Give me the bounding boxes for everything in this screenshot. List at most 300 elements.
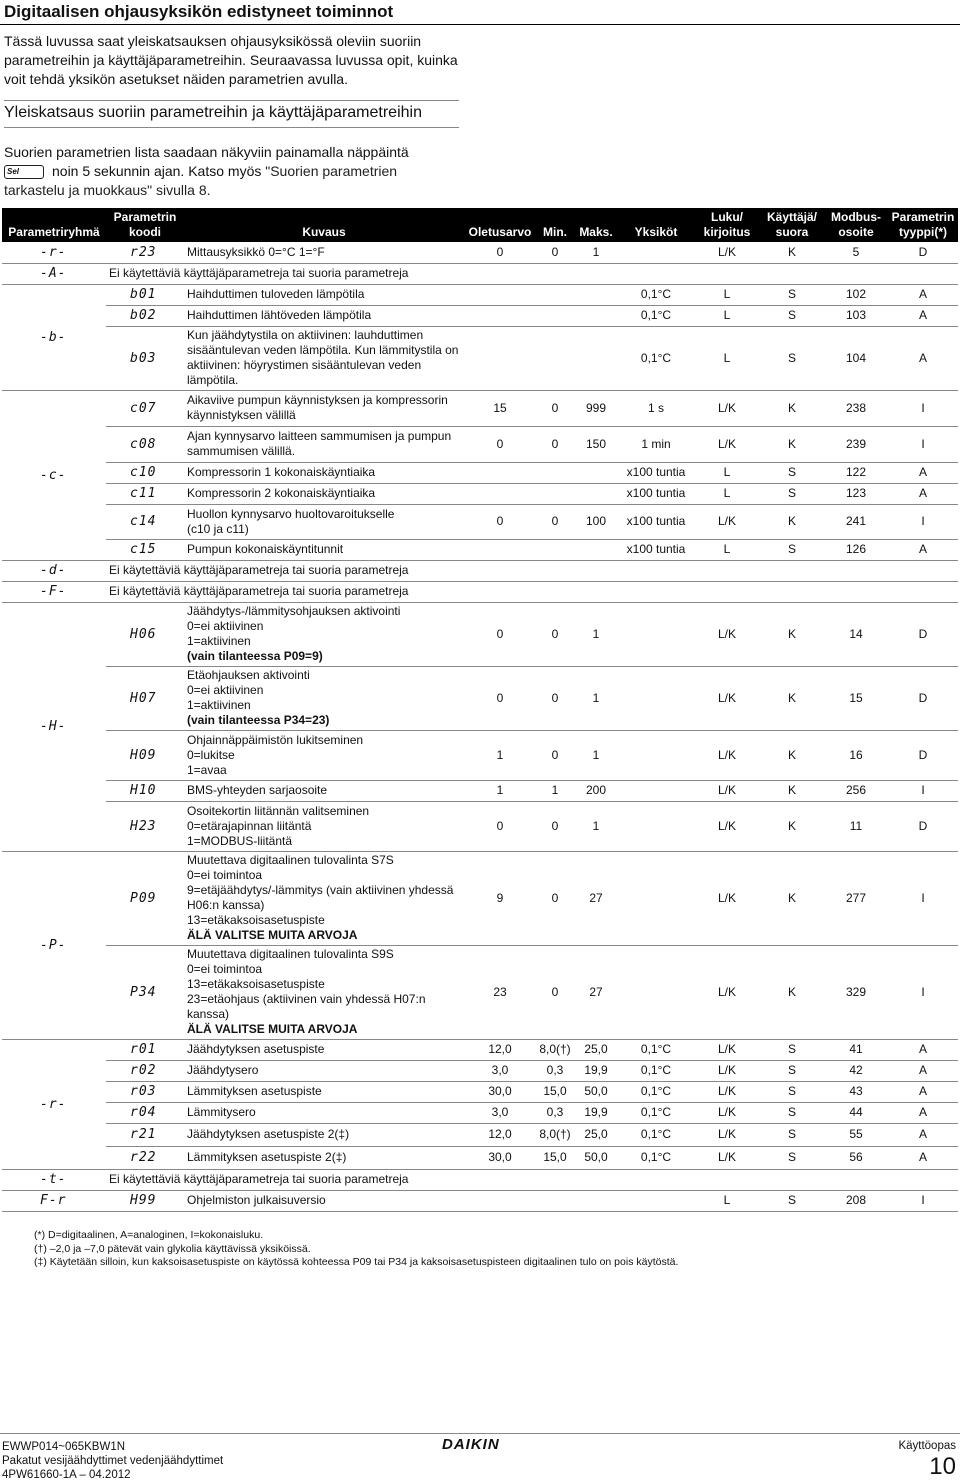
- param-modbus: 14: [824, 602, 888, 666]
- desc-line: 0=ei aktiivinen: [187, 683, 264, 697]
- page-title: Digitaalisen ohjausyksikön edistyneet toiminnot: [0, 0, 960, 25]
- param-min: [536, 462, 574, 483]
- param-default: [464, 462, 536, 483]
- param-type: I: [888, 945, 958, 1039]
- desc-line: 1=aktiivinen: [187, 634, 251, 648]
- page-number: 10: [929, 1453, 956, 1480]
- param-desc: Kompressorin 1 kokonaiskäyntiaika: [184, 462, 464, 483]
- table-row: [2, 1169, 958, 1190]
- desc-line: 1=avaa: [187, 762, 227, 777]
- param-code: H23: [106, 801, 184, 851]
- param-unit: x100 tuntia: [618, 539, 694, 560]
- param-level: K: [760, 426, 824, 462]
- footnotes: [34, 1229, 678, 1270]
- param-default: 1: [464, 780, 536, 801]
- table-row: [2, 945, 958, 1039]
- param-min: [536, 284, 574, 305]
- footnote: (†) –2,0 ja –7,0 pätevät vain glykolia käyttävissä yksiköissä.: [34, 1242, 311, 1255]
- param-desc: Lämmitysero: [184, 1102, 464, 1123]
- parameter-table: [2, 208, 958, 1212]
- param-level: S: [760, 462, 824, 483]
- param-unit: 0,1°C: [618, 284, 694, 305]
- table-row: [2, 242, 958, 263]
- param-desc: Kompressorin 2 kokonaiskäyntiaika: [184, 483, 464, 504]
- param-modbus: 102: [824, 284, 888, 305]
- table-row: [2, 560, 958, 581]
- param-level: K: [760, 851, 824, 945]
- param-unit: 0,1°C: [618, 305, 694, 326]
- instruction-paragraph: [4, 143, 459, 200]
- footer-product: Pakatut vesijäähdyttimet vedenjäähdyttimet: [2, 1455, 224, 1467]
- param-type: D: [888, 666, 958, 730]
- param-code: c15: [106, 539, 184, 560]
- param-type: A: [888, 539, 958, 560]
- param-modbus: 238: [824, 390, 888, 426]
- header-default: Oletusarvo: [468, 225, 532, 239]
- header-type: Parametrin tyyppi(*): [891, 210, 955, 239]
- desc-line: (vain tilanteessa P09=9): [187, 649, 323, 663]
- group-label: -A-: [2, 263, 106, 284]
- param-type: A: [888, 1146, 958, 1169]
- instruction-text: Suorien parametrien lista saadaan näkyviin painamalla näppäintä: [4, 144, 409, 160]
- sel-key-icon: Sel: [4, 165, 44, 179]
- desc-line: Jäähdytys-/lämmitysohjauksen aktivointi: [187, 604, 401, 618]
- not-used-text: Ei käytettäviä käyttäjäparametreja tai suoria parametreja: [106, 1169, 958, 1190]
- section-subtitle: Yleiskatsaus suoriin parametreihin ja käyttäjäparametreihin: [4, 104, 422, 121]
- param-level: K: [760, 780, 824, 801]
- param-rw: L/K: [717, 244, 736, 259]
- param-max: 1: [574, 801, 618, 851]
- param-rw: L/K: [694, 390, 760, 426]
- param-unit: 0,1°C: [618, 1039, 694, 1060]
- param-level: S: [760, 1060, 824, 1081]
- table-row: [2, 851, 958, 945]
- param-type: I: [888, 426, 958, 462]
- param-modbus: 256: [824, 780, 888, 801]
- param-max: [574, 539, 618, 560]
- header-min: Min.: [543, 225, 567, 239]
- param-level: K: [760, 666, 824, 730]
- param-type: A: [888, 284, 958, 305]
- desc-line: 0=etärajapinnan liitäntä: [187, 818, 312, 833]
- param-default: 30,0: [464, 1146, 536, 1169]
- page-reference-link[interactable]: "Suorien parametrien tarkastelu ja muokkaus" sivulla 8.: [4, 163, 398, 198]
- param-rw: L: [694, 1190, 760, 1211]
- param-type: I: [888, 390, 958, 426]
- param-max: 27: [574, 851, 618, 945]
- param-max: 100: [574, 504, 618, 539]
- param-type: I: [888, 1190, 958, 1211]
- param-level: K: [787, 244, 796, 259]
- param-desc: Mittausyksikkö 0=°C 1=°F: [187, 244, 325, 259]
- param-unit: 1 min: [618, 426, 694, 462]
- param-min: 8,0(†): [536, 1039, 574, 1060]
- table-row: [2, 1039, 958, 1060]
- param-level: S: [760, 1190, 824, 1211]
- param-code: r22: [106, 1146, 184, 1169]
- param-desc: [184, 504, 464, 539]
- param-unit: 0,1°C: [618, 326, 694, 390]
- param-rw: L/K: [694, 801, 760, 851]
- desc-line: Ohjainnäppäimistön lukitseminen: [187, 732, 364, 747]
- param-level: S: [760, 1146, 824, 1169]
- param-modbus: 41: [824, 1039, 888, 1060]
- divider: [4, 100, 459, 101]
- param-unit: 0,1°C: [618, 1060, 694, 1081]
- parameter-table-wrapper: [2, 208, 958, 1212]
- table-row: [2, 263, 958, 284]
- param-modbus: 239: [824, 426, 888, 462]
- not-used-text: Ei käytettäviä käyttäjäparametreja tai suoria parametreja: [106, 263, 958, 284]
- param-min: [536, 1190, 574, 1211]
- param-unit: [618, 602, 694, 666]
- group-label: F-r: [2, 1190, 106, 1211]
- param-min: 0: [551, 244, 559, 259]
- param-modbus: 123: [824, 483, 888, 504]
- param-default: [464, 483, 536, 504]
- header-read-write: Luku/ kirjoitus: [703, 210, 751, 239]
- group-label: -F-: [2, 581, 106, 602]
- param-min: [536, 326, 574, 390]
- param-rw: L/K: [694, 602, 760, 666]
- table-row: [2, 581, 958, 602]
- param-type: D: [888, 730, 958, 780]
- param-desc: Jäähdytyksen asetuspiste: [184, 1039, 464, 1060]
- param-modbus: 122: [824, 462, 888, 483]
- desc-line: ÄLÄ VALITSE MUITA ARVOJA: [187, 1022, 358, 1036]
- desc-line: 0=ei aktiivinen: [187, 619, 264, 633]
- param-type: A: [888, 483, 958, 504]
- table-row: [2, 780, 958, 801]
- param-desc: Jäähdytyksen asetuspiste 2(‡): [184, 1123, 464, 1146]
- param-unit: 0,1°C: [618, 1102, 694, 1123]
- param-code: H10: [106, 780, 184, 801]
- param-level: S: [760, 305, 824, 326]
- param-code: r04: [106, 1102, 184, 1123]
- param-desc: Lämmityksen asetuspiste 2(‡): [184, 1146, 464, 1169]
- desc-line: (c10 ja c11): [187, 521, 249, 536]
- table-header: [2, 208, 958, 242]
- param-desc: [184, 945, 464, 1039]
- desc-line: 23=etäohjaus (aktiivinen vain yhdessä H07:n kanssa): [187, 992, 426, 1021]
- param-rw: L/K: [694, 945, 760, 1039]
- param-desc: Haihduttimen lähtöveden lämpötila: [184, 305, 464, 326]
- desc-line: 13=etäkaksoisasetuspiste: [187, 977, 325, 991]
- param-level: K: [760, 945, 824, 1039]
- param-desc: Pumpun kokonaiskäyntitunnit: [184, 539, 464, 560]
- param-code: P09: [106, 851, 184, 945]
- param-unit: [618, 1190, 694, 1211]
- param-min: 0: [536, 801, 574, 851]
- param-code: b03: [106, 326, 184, 390]
- header-max: Maks.: [579, 225, 613, 239]
- param-code: P34: [106, 945, 184, 1039]
- param-max: [574, 462, 618, 483]
- footer-model: EWWP014~065KBW1N: [2, 1441, 126, 1453]
- param-rw: L/K: [694, 1146, 760, 1169]
- param-min: 15,0: [536, 1146, 574, 1169]
- desc-line: Muutettava digitaalinen tulovalinta S9S: [187, 947, 394, 961]
- param-desc: Lämmityksen asetuspiste: [184, 1081, 464, 1102]
- param-code: H07: [106, 666, 184, 730]
- table-row: [2, 801, 958, 851]
- param-min: 0: [536, 851, 574, 945]
- param-unit: [618, 945, 694, 1039]
- param-type: A: [888, 1081, 958, 1102]
- param-modbus: 16: [824, 730, 888, 780]
- param-code: H99: [106, 1190, 184, 1211]
- group-label: -t-: [2, 1169, 106, 1190]
- param-max: [574, 305, 618, 326]
- param-rw: L: [694, 483, 760, 504]
- param-code: c11: [106, 483, 184, 504]
- param-unit: [618, 730, 694, 780]
- param-code: c14: [106, 504, 184, 539]
- param-unit: [618, 801, 694, 851]
- param-max: 1: [574, 730, 618, 780]
- param-level: S: [760, 1039, 824, 1060]
- table-row: [2, 462, 958, 483]
- param-default: [464, 284, 536, 305]
- group-label: -P-: [2, 851, 106, 1039]
- param-modbus: 44: [824, 1102, 888, 1123]
- param-type: A: [888, 1123, 958, 1146]
- param-rw: L: [694, 539, 760, 560]
- param-modbus: 208: [824, 1190, 888, 1211]
- param-unit: [618, 851, 694, 945]
- param-max: 25,0: [574, 1123, 618, 1146]
- param-code: b02: [106, 305, 184, 326]
- param-max: [574, 326, 618, 390]
- group-label: -r-: [2, 1039, 106, 1169]
- param-rw: L: [694, 326, 760, 390]
- table-row: [2, 539, 958, 560]
- param-rw: L/K: [694, 504, 760, 539]
- table-row: [2, 284, 958, 305]
- param-default: 30,0: [464, 1081, 536, 1102]
- param-type: A: [888, 305, 958, 326]
- divider: [4, 127, 459, 128]
- group-label: -c-: [2, 390, 106, 560]
- param-modbus: 103: [824, 305, 888, 326]
- param-desc: Kun jäähdytystila on aktiivinen: lauhduttimen sisääntulevan veden lämpötila. Kun lämmitystila on aktiivinen: höyrystimen sisääntulevan veden lämpötila.: [184, 326, 464, 390]
- param-min: 0,3: [536, 1060, 574, 1081]
- param-code: c10: [106, 462, 184, 483]
- param-min: 0: [536, 504, 574, 539]
- param-modbus: 11: [824, 801, 888, 851]
- param-modbus: 42: [824, 1060, 888, 1081]
- param-desc: [184, 602, 464, 666]
- param-max: [574, 483, 618, 504]
- param-rw: L/K: [694, 780, 760, 801]
- param-code: r23: [130, 244, 157, 260]
- param-modbus: 329: [824, 945, 888, 1039]
- param-level: K: [760, 504, 824, 539]
- table-row: [2, 602, 958, 666]
- table-row: [2, 390, 958, 426]
- param-modbus: 277: [824, 851, 888, 945]
- param-modbus: 43: [824, 1081, 888, 1102]
- param-modbus: 55: [824, 1123, 888, 1146]
- param-default: [464, 1190, 536, 1211]
- param-min: 0: [536, 666, 574, 730]
- param-code: r02: [106, 1060, 184, 1081]
- param-default: [464, 326, 536, 390]
- group-label: -r-: [40, 244, 67, 260]
- param-rw: L/K: [694, 1039, 760, 1060]
- param-desc: [184, 801, 464, 851]
- param-max: 150: [574, 426, 618, 462]
- table-row: [2, 1146, 958, 1169]
- param-code: b01: [106, 284, 184, 305]
- group-label: -b-: [2, 284, 106, 390]
- desc-line: Osoitekortin liitännän valitseminen: [187, 803, 370, 818]
- param-max: 1: [592, 244, 600, 259]
- desc-line: Muutettava digitaalinen tulovalinta S7S: [187, 853, 394, 867]
- param-rw: L: [694, 462, 760, 483]
- param-default: 9: [464, 851, 536, 945]
- param-desc: Jäähdytysero: [184, 1060, 464, 1081]
- param-rw: L/K: [694, 851, 760, 945]
- param-default: 0: [464, 666, 536, 730]
- desc-line: ÄLÄ VALITSE MUITA ARVOJA: [187, 928, 358, 942]
- param-min: 0: [536, 390, 574, 426]
- instruction-text-2: noin 5 sekunnin ajan. Katso myös: [52, 163, 266, 179]
- desc-line: (vain tilanteessa P34=23): [187, 713, 330, 727]
- table-row: [2, 666, 958, 730]
- param-default: 0: [464, 801, 536, 851]
- param-rw: L/K: [694, 1060, 760, 1081]
- param-code: r03: [106, 1081, 184, 1102]
- param-code: r21: [106, 1123, 184, 1146]
- param-default: 1: [464, 730, 536, 780]
- param-code: c07: [106, 390, 184, 426]
- param-default: [464, 539, 536, 560]
- desc-line: 0=lukitse: [187, 747, 235, 762]
- table-row: [2, 305, 958, 326]
- param-default: 15: [464, 390, 536, 426]
- param-unit: 0,1°C: [618, 1146, 694, 1169]
- param-desc: [184, 851, 464, 945]
- header-description: Kuvaus: [302, 225, 346, 239]
- header-units: Yksiköt: [634, 225, 678, 239]
- param-type: A: [888, 1102, 958, 1123]
- param-min: 0: [536, 730, 574, 780]
- header-group: Parametriryhmä: [8, 225, 100, 239]
- param-max: 27: [574, 945, 618, 1039]
- param-unit: 0,1°C: [618, 1081, 694, 1102]
- desc-line: 9=etäjäähdytys/-lämmitys (vain aktiivinen yhdessä H06:n kanssa): [187, 883, 454, 912]
- param-unit: [618, 780, 694, 801]
- param-level: S: [760, 483, 824, 504]
- param-unit: x100 tuntia: [618, 504, 694, 539]
- param-modbus: 104: [824, 326, 888, 390]
- param-max: 1: [574, 666, 618, 730]
- param-default: [464, 305, 536, 326]
- param-type: A: [888, 326, 958, 390]
- table-row: [2, 326, 958, 390]
- param-code: c08: [106, 426, 184, 462]
- param-unit: x100 tuntia: [618, 462, 694, 483]
- param-min: 8,0(†): [536, 1123, 574, 1146]
- header-modbus: Modbus-osoite: [831, 210, 881, 239]
- table-row: [2, 1081, 958, 1102]
- param-type: D: [888, 801, 958, 851]
- table-row: [2, 730, 958, 780]
- param-default: 0: [464, 504, 536, 539]
- param-type: I: [888, 504, 958, 539]
- param-max: 50,0: [574, 1081, 618, 1102]
- param-max: 1: [574, 602, 618, 666]
- param-max: 19,9: [574, 1060, 618, 1081]
- footer-left: [2, 1440, 223, 1481]
- param-default: 0: [464, 426, 536, 462]
- param-type: A: [888, 1060, 958, 1081]
- param-default: 23: [464, 945, 536, 1039]
- param-rw: L/K: [694, 666, 760, 730]
- param-rw: L/K: [694, 1123, 760, 1146]
- param-rw: L/K: [694, 730, 760, 780]
- param-level: K: [760, 602, 824, 666]
- desc-line: 1=MODBUS-liitäntä: [187, 833, 293, 848]
- param-default: 3,0: [464, 1102, 536, 1123]
- param-rw: L/K: [694, 1102, 760, 1123]
- footnote: (*) D=digitaalinen, A=analoginen, I=kokonaisluku.: [34, 1229, 264, 1241]
- param-default: 12,0: [464, 1123, 536, 1146]
- param-min: 0,3: [536, 1102, 574, 1123]
- footer-divider: [0, 1433, 960, 1434]
- param-level: S: [760, 1102, 824, 1123]
- desc-line: 13=etäkaksoisasetuspiste: [187, 913, 325, 927]
- param-max: 25,0: [574, 1039, 618, 1060]
- table-row: [2, 1060, 958, 1081]
- desc-line: Huollon kynnysarvo huoltovaroitukselle: [187, 506, 395, 521]
- param-level: S: [760, 1081, 824, 1102]
- param-code: H06: [106, 602, 184, 666]
- param-modbus: 56: [824, 1146, 888, 1169]
- param-level: S: [760, 539, 824, 560]
- param-desc: Aikaviive pumpun käynnistyksen ja kompressorin käynnistyksen välillä: [184, 390, 464, 426]
- param-desc: Haihduttimen tuloveden lämpötila: [184, 284, 464, 305]
- footnote: (‡) Käytetään silloin, kun kaksoisasetuspiste on käytössä kohteessa P09 tai P34 ja kaksoisasetuspisteen digitaalinen tulo on pois käytöstä.: [34, 1256, 679, 1268]
- footer-manual: Käyttöopas: [898, 1440, 956, 1452]
- group-label: -H-: [2, 602, 106, 851]
- param-code: H09: [106, 730, 184, 780]
- param-rw: L: [694, 305, 760, 326]
- param-max: 999: [574, 390, 618, 426]
- param-unit: [618, 666, 694, 730]
- param-min: 15,0: [536, 1081, 574, 1102]
- not-used-text: Ei käytettäviä käyttäjäparametreja tai suoria parametreja: [106, 560, 958, 581]
- param-unit: x100 tuntia: [618, 483, 694, 504]
- param-desc: BMS-yhteyden sarjaosoite: [184, 780, 464, 801]
- param-type: D: [888, 602, 958, 666]
- param-default: 12,0: [464, 1039, 536, 1060]
- param-unit: 0,1°C: [618, 1123, 694, 1146]
- desc-line: 0=ei toimintoa: [187, 868, 263, 882]
- param-default: 0: [496, 244, 504, 259]
- table-row: [2, 504, 958, 539]
- table-row: [2, 1190, 958, 1211]
- param-max: 200: [574, 780, 618, 801]
- desc-line: 1=aktiivinen: [187, 698, 251, 712]
- param-modbus: 241: [824, 504, 888, 539]
- param-type: I: [888, 780, 958, 801]
- param-type: A: [888, 1039, 958, 1060]
- intro-text: Tässä luvussa saat yleiskatsauksen ohjausyksikössä oleviin suoriin parametreihin ja käyttäjäparametreihin. Seuraavassa luvussa opit, kuinka voit tehdä yksikön asetukset näiden parametrien avulla.: [4, 33, 458, 87]
- param-default: 0: [464, 602, 536, 666]
- param-max: [574, 1190, 618, 1211]
